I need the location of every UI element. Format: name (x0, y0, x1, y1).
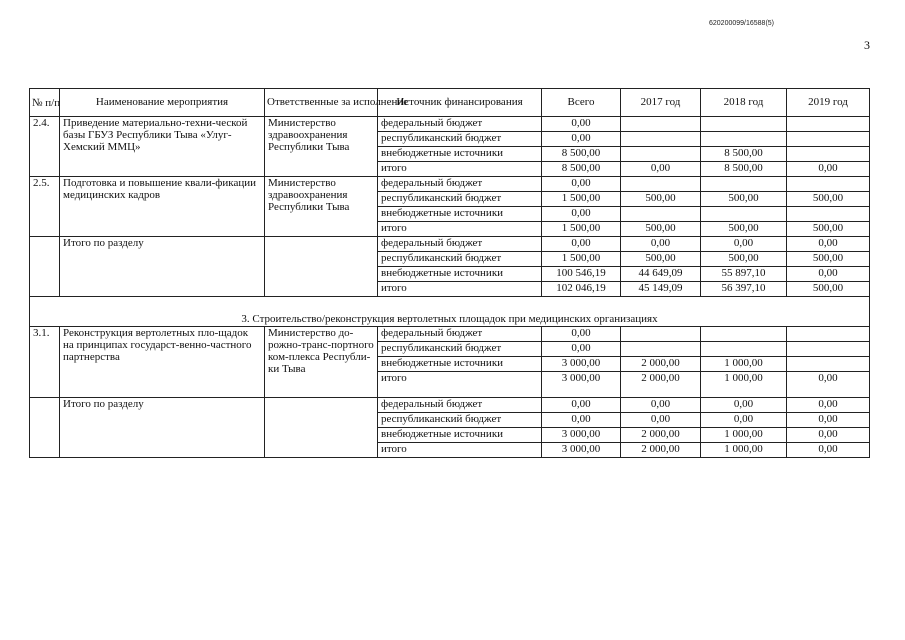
document-id: 620200099/16588(5) (709, 20, 775, 27)
table-row (30, 117, 870, 132)
value-total: 0,00 (542, 327, 621, 342)
value-2018: 1 000,00 (701, 357, 787, 372)
funding-source: республиканский бюджет (378, 413, 542, 428)
section-row (30, 297, 870, 327)
value-total: 0,00 (542, 132, 621, 147)
table-row (30, 177, 870, 192)
value-2018: 8 500,00 (701, 147, 787, 162)
header-source: Источник финансирования (378, 89, 542, 117)
page-number: 3 (864, 38, 870, 52)
item-responsible: Министерство до-рожно-транс-портного ком-плекса Республи-ки Тыва (265, 327, 378, 398)
funding-source: республиканский бюджет (378, 252, 542, 267)
item-name: Подготовка и повышение квали-фикации медицинских кадров (60, 177, 265, 237)
value-2017 (621, 207, 701, 222)
value-2018: 55 897,10 (701, 267, 787, 282)
table-header-row (30, 89, 870, 117)
value-2017: 45 149,09 (621, 282, 701, 297)
value-2017 (621, 327, 701, 342)
value-total: 0,00 (542, 413, 621, 428)
value-2018 (701, 117, 787, 132)
header-2017: 2017 год (621, 89, 701, 117)
funding-source: итого (378, 222, 542, 237)
value-2017 (621, 117, 701, 132)
value-2017: 500,00 (621, 252, 701, 267)
value-2019: 0,00 (787, 413, 870, 428)
item-number (30, 398, 60, 458)
table-body (30, 117, 870, 458)
value-2017: 2 000,00 (621, 372, 701, 398)
value-2019: 0,00 (787, 428, 870, 443)
value-2019 (787, 117, 870, 132)
value-2019 (787, 342, 870, 357)
funding-source: итого (378, 282, 542, 297)
value-2019 (787, 147, 870, 162)
value-2018: 1 000,00 (701, 428, 787, 443)
table-row (30, 327, 870, 342)
value-2017: 0,00 (621, 413, 701, 428)
value-2018: 56 397,10 (701, 282, 787, 297)
value-total: 0,00 (542, 398, 621, 413)
value-2019: 500,00 (787, 282, 870, 297)
value-total: 1 500,00 (542, 222, 621, 237)
item-responsible: Министерство здравоохранения Республики Тыва (265, 177, 378, 237)
header-2019: 2019 год (787, 89, 870, 117)
funding-source: федеральный бюджет (378, 177, 542, 192)
value-2018: 1 000,00 (701, 443, 787, 458)
value-2017 (621, 342, 701, 357)
item-name: Реконструкция вертолетных пло-щадок на принципах государст-венно-частного партнерства (60, 327, 265, 398)
value-2019 (787, 207, 870, 222)
item-name: Приведение материально-техни-ческой базы ГБУЗ Республики Тыва «Улуг-Хемский ММЦ» (60, 117, 265, 177)
item-name: Итого по разделу (60, 237, 265, 297)
value-2018 (701, 327, 787, 342)
value-2018: 500,00 (701, 252, 787, 267)
value-2017 (621, 177, 701, 192)
value-2019 (787, 177, 870, 192)
funding-source: федеральный бюджет (378, 398, 542, 413)
funding-source: итого (378, 372, 542, 398)
funding-source: федеральный бюджет (378, 117, 542, 132)
value-2019: 0,00 (787, 443, 870, 458)
value-total: 100 546,19 (542, 267, 621, 282)
value-2017: 500,00 (621, 222, 701, 237)
value-total: 0,00 (542, 237, 621, 252)
value-total: 0,00 (542, 117, 621, 132)
value-2017: 0,00 (621, 162, 701, 177)
section-title: 3. Строительство/реконструкция вертолетных площадок при медицинских организациях (30, 297, 870, 327)
value-2017: 2 000,00 (621, 428, 701, 443)
funding-source: внебюджетные источники (378, 267, 542, 282)
header-2018: 2018 год (701, 89, 787, 117)
funding-source: внебюджетные источники (378, 147, 542, 162)
value-2019: 500,00 (787, 192, 870, 207)
funding-source: республиканский бюджет (378, 192, 542, 207)
value-2018 (701, 342, 787, 357)
value-total: 3 000,00 (542, 443, 621, 458)
funding-source: внебюджетные источники (378, 357, 542, 372)
value-2017 (621, 147, 701, 162)
value-2018: 0,00 (701, 398, 787, 413)
item-number: 2.5. (30, 177, 60, 237)
value-2017: 0,00 (621, 398, 701, 413)
value-total: 3 000,00 (542, 372, 621, 398)
value-2019: 0,00 (787, 398, 870, 413)
header-name: Наименование мероприятия (60, 89, 265, 117)
value-total: 0,00 (542, 207, 621, 222)
funding-table (29, 88, 870, 458)
table-row (30, 237, 870, 252)
item-number: 2.4. (30, 117, 60, 177)
header-num: № п/п (30, 89, 60, 117)
value-2019: 500,00 (787, 252, 870, 267)
value-2018: 8 500,00 (701, 162, 787, 177)
value-2017: 0,00 (621, 237, 701, 252)
value-2018: 0,00 (701, 413, 787, 428)
value-2019: 0,00 (787, 162, 870, 177)
value-2019: 0,00 (787, 237, 870, 252)
funding-source: федеральный бюджет (378, 237, 542, 252)
item-responsible (265, 237, 378, 297)
funding-source: итого (378, 443, 542, 458)
value-total: 1 500,00 (542, 252, 621, 267)
item-responsible (265, 398, 378, 458)
value-2019 (787, 357, 870, 372)
item-responsible: Министерство здравоохранения Республики Тыва (265, 117, 378, 177)
value-total: 8 500,00 (542, 162, 621, 177)
value-2017: 2 000,00 (621, 443, 701, 458)
value-2017 (621, 132, 701, 147)
item-number (30, 237, 60, 297)
value-2019: 500,00 (787, 222, 870, 237)
funding-source: федеральный бюджет (378, 327, 542, 342)
value-2019 (787, 132, 870, 147)
value-2017: 44 649,09 (621, 267, 701, 282)
funding-source: итого (378, 162, 542, 177)
funding-source: республиканский бюджет (378, 132, 542, 147)
value-2018: 500,00 (701, 192, 787, 207)
item-name: Итого по разделу (60, 398, 265, 458)
table-row (30, 398, 870, 413)
value-2018 (701, 207, 787, 222)
value-total: 1 500,00 (542, 192, 621, 207)
value-2017: 2 000,00 (621, 357, 701, 372)
header-responsible: Ответственные за исполнение (265, 89, 378, 117)
value-2019: 0,00 (787, 267, 870, 282)
value-2017: 500,00 (621, 192, 701, 207)
funding-source: внебюджетные источники (378, 428, 542, 443)
value-2018: 1 000,00 (701, 372, 787, 398)
value-2018: 500,00 (701, 222, 787, 237)
value-2018: 0,00 (701, 237, 787, 252)
header-total: Всего (542, 89, 621, 117)
value-total: 102 046,19 (542, 282, 621, 297)
value-2019: 0,00 (787, 372, 870, 398)
item-number: 3.1. (30, 327, 60, 398)
value-total: 0,00 (542, 177, 621, 192)
value-2018 (701, 132, 787, 147)
funding-source: внебюджетные источники (378, 207, 542, 222)
value-total: 3 000,00 (542, 428, 621, 443)
value-total: 0,00 (542, 342, 621, 357)
value-total: 3 000,00 (542, 357, 621, 372)
funding-source: республиканский бюджет (378, 342, 542, 357)
value-2019 (787, 327, 870, 342)
value-2018 (701, 177, 787, 192)
value-total: 8 500,00 (542, 147, 621, 162)
